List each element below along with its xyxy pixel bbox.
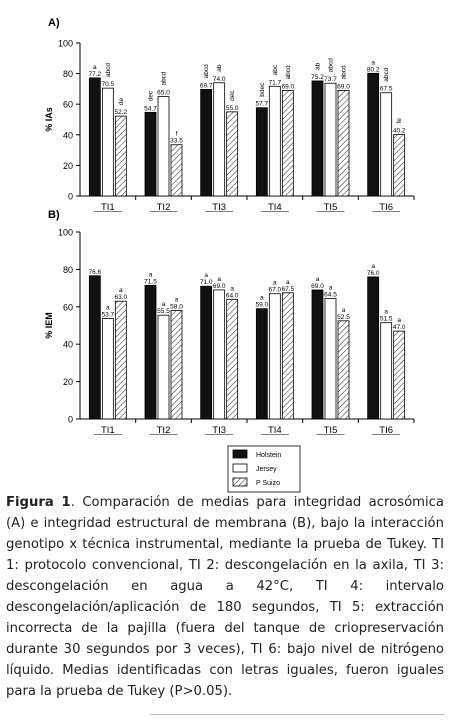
tukey-letter-b: a <box>106 304 110 312</box>
bar-a-jersey <box>269 86 280 196</box>
legend-swatch-jersey <box>233 464 247 472</box>
chart-panel-a <box>44 17 414 213</box>
bar-b-p-suizo <box>282 293 293 419</box>
bar-b-jersey <box>158 315 169 419</box>
bar-b-holstein <box>89 276 100 419</box>
bar-a-jersey <box>214 83 225 196</box>
bar-b-jersey <box>214 290 225 419</box>
data-label-a: 69.7 <box>199 82 213 90</box>
figure-caption <box>6 492 444 702</box>
legend-label-holstein: Holstein <box>256 452 282 459</box>
y-tick-label-a: 20 <box>62 160 73 171</box>
data-label-b: 64.0 <box>225 292 239 300</box>
tukey-letter-a: abcd <box>340 65 348 80</box>
tukey-letter-a: abcd <box>383 67 391 82</box>
tukey-letter-a: ab <box>314 62 322 70</box>
legend <box>228 446 300 492</box>
x-tick-label-a: TI3 <box>212 202 227 213</box>
panel-label-b: B) <box>48 209 60 221</box>
tukey-letter-a: abcd <box>327 58 335 73</box>
data-label-a: 52.2 <box>114 109 128 117</box>
x-tick-label-b: TI2 <box>156 425 171 436</box>
legend-label-p-suizo: P Suizo <box>256 480 280 487</box>
y-tick-label-b: 0 <box>67 414 73 425</box>
chart-panel-b <box>44 209 414 436</box>
data-label-b: 67.0 <box>268 286 282 294</box>
legend-swatch-p-suizo <box>233 478 247 486</box>
data-label-b: 58.0 <box>170 303 183 311</box>
bar-a-p-suizo <box>115 116 126 196</box>
bar-b-jersey <box>325 298 336 419</box>
x-tick-label-a: TI6 <box>379 202 394 213</box>
bar-a-holstein <box>201 89 212 196</box>
data-label-b: 69.0 <box>311 282 324 290</box>
bar-b-holstein <box>312 290 323 419</box>
bar-a-p-suizo <box>227 112 238 196</box>
bar-a-jersey <box>158 97 169 196</box>
bar-a-holstein <box>312 81 323 196</box>
data-label-b: 64.5 <box>324 291 337 299</box>
data-label-a: 77.2 <box>88 70 102 78</box>
x-tick-label-b: TI4 <box>267 425 282 436</box>
tukey-letter-b: a <box>371 262 375 270</box>
y-tick-label-a: 100 <box>57 38 73 49</box>
bar-b-p-suizo <box>394 331 405 419</box>
tukey-letter-b: a <box>384 308 388 316</box>
data-label-a: 57.7 <box>255 100 269 108</box>
data-label-b: 53.7 <box>101 311 115 319</box>
panel-label-a: A) <box>48 17 60 29</box>
y-tick-label-b: 20 <box>62 377 73 388</box>
bar-b-p-suizo <box>227 299 238 419</box>
data-label-a: 69.0 <box>337 83 350 91</box>
y-tick-label-b: 40 <box>62 339 73 350</box>
data-label-a: 75.2 <box>311 73 324 81</box>
tukey-letter-a: fe <box>396 118 404 124</box>
y-tick-label-a: 0 <box>67 191 73 202</box>
y-axis-label-b: % IEM <box>44 312 54 339</box>
bar-b-holstein <box>368 277 379 419</box>
tukey-letter-a: abc <box>271 64 279 76</box>
bar-a-holstein <box>256 108 267 196</box>
tukey-letter-a: a <box>371 59 375 67</box>
data-label-a: 73.7 <box>324 76 337 84</box>
bar-a-p-suizo <box>171 145 182 196</box>
tukey-letter-a: de <box>117 97 125 106</box>
tukey-letter-b: a <box>217 275 221 283</box>
x-tick-label-b: TI5 <box>323 425 338 436</box>
bar-b-p-suizo <box>171 311 182 419</box>
data-label-b: 71.5 <box>144 278 157 286</box>
tukey-letter-a: abcd <box>203 64 211 79</box>
data-label-a: 55.0 <box>225 104 239 112</box>
bar-a-p-suizo <box>394 134 405 196</box>
data-label-b: 67.5 <box>281 285 295 293</box>
y-tick-label-a: 40 <box>62 130 73 141</box>
bar-a-jersey <box>381 93 392 196</box>
data-label-a: 67.5 <box>379 85 393 93</box>
tukey-letter-b: a <box>119 287 123 295</box>
caption-label: Figura 1 <box>6 495 71 510</box>
bar-b-p-suizo <box>115 301 126 419</box>
data-label-a: 70.5 <box>101 81 115 89</box>
tukey-letter-a: bdec <box>258 82 266 97</box>
tukey-letter-b: a <box>328 284 333 292</box>
x-tick-label-a: TI2 <box>156 202 171 213</box>
tukey-letter-b: a <box>174 296 179 304</box>
x-tick-label-a: TI5 <box>323 202 338 213</box>
data-label-b: 55.5 <box>157 308 170 316</box>
data-label-b: 47.0 <box>392 324 406 332</box>
x-tick-label-a: TI4 <box>267 202 282 213</box>
tukey-letter-b: a <box>260 294 264 302</box>
tukey-letter-a: a <box>93 63 97 71</box>
bar-b-jersey <box>269 294 280 419</box>
bar-a-holstein <box>368 73 379 196</box>
x-tick-label-b: TI3 <box>212 425 227 436</box>
y-tick-label-b: 60 <box>62 302 73 313</box>
tukey-letter-a: dec <box>229 90 237 101</box>
y-tick-label-b: 100 <box>57 227 73 238</box>
bar-b-jersey <box>381 323 392 419</box>
data-label-a: 65.0 <box>157 89 170 97</box>
x-tick-label-b: TI6 <box>379 425 394 436</box>
data-label-a: 80.2 <box>366 66 380 74</box>
data-label-b: 76.0 <box>366 269 380 277</box>
data-label-b: 69.0 <box>212 282 226 290</box>
data-label-b: 71.0 <box>199 279 213 287</box>
bar-b-holstein <box>145 285 156 419</box>
bar-b-p-suizo <box>338 321 349 419</box>
data-label-b: 59.0 <box>255 301 269 309</box>
data-label-b: 76.6 <box>88 268 102 276</box>
bar-a-jersey <box>325 83 336 196</box>
tukey-letter-b: a <box>204 272 208 280</box>
data-label-b: 51.5 <box>379 315 393 323</box>
data-label-a: 54.7 <box>144 105 157 113</box>
bar-b-jersey <box>102 319 113 419</box>
data-label-a: 33.5 <box>170 137 183 145</box>
y-tick-label-b: 80 <box>62 264 73 275</box>
bar-b-holstein <box>256 309 267 419</box>
tukey-letter-b: a <box>341 306 346 314</box>
divider <box>150 714 444 715</box>
tukey-letter-b: a <box>230 285 234 293</box>
caption-text: . Comparación de medias para integridad acrosómica (A) e integridad estructural de membrana (B), bajo la interacción genotipo x técnica instrumental, mediante la prueba de Tukey. TI 1: protocolo convencional, TI 2: descongelación en la axila, TI 3: descongelación en agua a 42°C, TI 4: intervalo descongelación/aplicación de 180 segundos, TI 5: extracción incorrecta de la pajilla (fuera del tanque de criopreservación durante 30 segundos por 3 veces), TI 6: bajo nivel de nitrógeno líquido. Medias identificadas con letras iguales, fueron iguales para la prueba de Tukey (P>0.05). <box>6 495 444 699</box>
x-tick-label-b: TI1 <box>100 425 115 436</box>
data-label-a: 71.7 <box>268 79 282 87</box>
x-tick-label-a: TI1 <box>100 202 115 213</box>
legend-swatch-holstein <box>233 450 247 458</box>
tukey-letter-b: a <box>273 279 277 287</box>
tukey-letter-a: dec <box>147 90 155 102</box>
bar-a-p-suizo <box>338 90 349 196</box>
bar-a-p-suizo <box>282 90 293 196</box>
y-axis-label-a: % IAs <box>44 107 54 132</box>
legend-label-jersey: Jersey <box>256 466 277 473</box>
tukey-letter-a: abcd <box>160 71 168 86</box>
tukey-letter-a: ab <box>216 64 224 72</box>
data-label-a: 74.0 <box>212 75 226 83</box>
tukey-letter-b: a <box>161 301 166 309</box>
tukey-letter-b: a <box>286 278 290 286</box>
tukey-letter-a: f <box>175 130 178 138</box>
bar-b-holstein <box>201 286 212 419</box>
tukey-letter-b: a <box>148 271 153 279</box>
data-label-b: 63.0 <box>114 294 128 302</box>
tukey-letter-a: abcd <box>104 63 112 78</box>
data-label-b: 52.5 <box>337 313 350 321</box>
bar-a-jersey <box>102 88 113 196</box>
data-label-a: 69.0 <box>281 83 295 91</box>
tukey-letter-b: a <box>397 317 401 325</box>
bar-a-holstein <box>145 112 156 196</box>
bar-a-holstein <box>89 78 100 196</box>
tukey-letter-b: a <box>315 275 320 283</box>
tukey-letter-a: abcd <box>284 65 292 80</box>
y-tick-label-a: 60 <box>62 99 73 110</box>
y-tick-label-a: 80 <box>62 69 73 80</box>
data-label-a: 40.2 <box>392 127 406 135</box>
